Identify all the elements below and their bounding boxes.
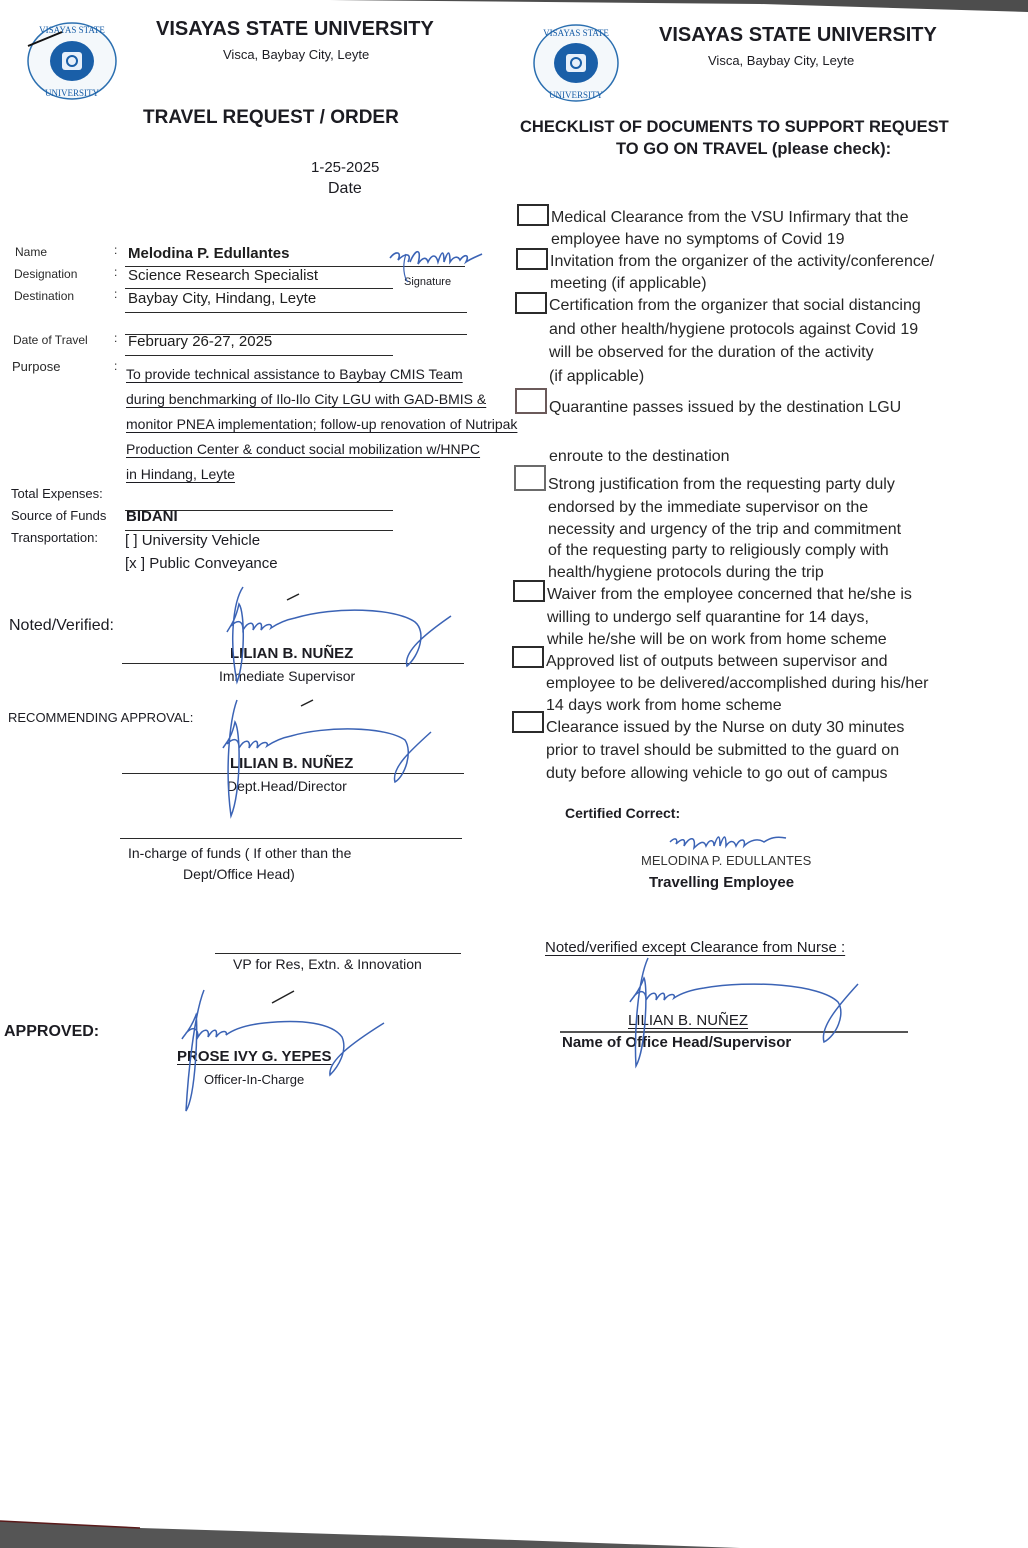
checklist-checkbox[interactable] (514, 465, 546, 491)
checklist-checkbox[interactable] (516, 248, 548, 270)
noted-except-label: Noted/verified except Clearance from Nurse : (545, 939, 846, 956)
transport-option-public-conveyance[interactable] (125, 555, 278, 572)
total-expenses-label: Total Expenses: (11, 486, 103, 501)
checklist-checkbox[interactable] (515, 292, 547, 314)
checklist-item-text: willing to undergo self quarantine for 14 days, (547, 609, 869, 626)
name-value: Melodina P. Edullantes (128, 245, 290, 262)
university-address-left: Visca, Baybay City, Leyte (223, 47, 370, 62)
travelling-employee-role: Travelling Employee (649, 874, 795, 891)
transport-option-label: Public Conveyance (149, 555, 278, 572)
checklist-title-line1: CHECKLIST OF DOCUMENTS TO SUPPORT REQUEST (520, 118, 949, 136)
purpose-line: in Hindang, Leyte (126, 466, 235, 482)
checklist-item-text: and other health/hygiene protocols against Covid 19 (549, 321, 919, 338)
immediate-supervisor-line (122, 663, 464, 664)
checklist-checkbox[interactable] (512, 646, 544, 668)
checklist-item-text: Invitation from the organizer of the activity/conference/ (550, 253, 935, 270)
designation-underline (125, 288, 393, 289)
recommending-approval-label: RECOMMENDING APPROVAL: (8, 710, 194, 725)
checklist-item-text: Medical Clearance from the VSU Infirmary that the (551, 209, 909, 226)
colon: : (114, 331, 118, 345)
request-date-value: 1-25-2025 (311, 159, 380, 176)
request-date-label: Date (328, 180, 362, 197)
svg-text:VISAYAS STATE: VISAYAS STATE (543, 28, 609, 38)
checklist-item-text: endorsed by the immediate supervisor on the (548, 499, 869, 516)
destination-value: Baybay City, Hindang, Leyte (128, 290, 317, 307)
checklist-item-text: health/hygiene protocols during the trip (548, 564, 824, 581)
date-of-travel-value: February 26-27, 2025 (128, 333, 273, 350)
checklist-item-text: Waiver from the employee concerned that he/she is (547, 586, 912, 603)
checklist-item-text: necessity and urgency of the trip and commitment (548, 521, 902, 538)
name-label: Name (15, 245, 48, 259)
checklist-item-text: while he/she will be on work from home scheme (547, 631, 887, 648)
immediate-supervisor-name: LILIAN B. NUÑEZ (230, 645, 354, 662)
colon: : (114, 359, 118, 373)
colon: : (114, 287, 118, 301)
checklist-item-text: prior to travel should be submitted to the guard on (546, 742, 900, 759)
page-shadow-top (0, 0, 1028, 14)
immediate-supervisor-role: Immediate Supervisor (219, 668, 356, 684)
noted-verified-label: Noted/Verified: (9, 617, 114, 634)
checklist-item-text: of the requesting party to religiously comply with (548, 542, 889, 559)
form-title: TRAVEL REQUEST / ORDER (143, 107, 399, 128)
transport-checkbox[interactable]: [x ] (125, 555, 146, 572)
office-head-role: Name of Office Head/Supervisor (562, 1034, 792, 1051)
university-seal-left (24, 16, 120, 102)
office-head-line (560, 1031, 908, 1033)
date-of-travel-label: Date of Travel (13, 333, 88, 347)
checklist-item-text: employee have no symptoms of Covid 19 (551, 231, 845, 248)
checklist-item-text: Clearance issued by the Nurse on duty 30 minutes (546, 719, 905, 736)
transport-option-university-vehicle[interactable] (125, 532, 260, 549)
checklist-item-text: 14 days work from home scheme (546, 697, 782, 714)
dept-head-line (122, 773, 464, 774)
colon: : (114, 265, 118, 279)
designation-label: Designation (14, 267, 78, 281)
designation-value: Science Research Specialist (128, 267, 319, 284)
checklist-item-text: duty before allowing vehicle to go out of campus (546, 765, 888, 782)
university-seal-right (528, 20, 624, 106)
checklist-item-text: Certification from the organizer that social distancing (549, 297, 921, 314)
svg-text:VISAYAS STATE: VISAYAS STATE (39, 25, 105, 35)
university-address-right: Visca, Baybay City, Leyte (708, 53, 855, 68)
travelling-employee-name: MELODINA P. EDULLANTES (641, 853, 812, 868)
dept-head-role: Dept.Head/Director (227, 778, 347, 794)
checklist-item-text: will be observed for the duration of the activity (549, 344, 874, 361)
checklist-checkbox[interactable] (515, 388, 547, 414)
purpose-line: monitor PNEA implementation; follow-up renovation of Nutripak (126, 416, 518, 432)
checklist-checkbox[interactable] (517, 204, 549, 226)
checklist-item-text: Approved list of outputs between supervisor and (546, 653, 888, 670)
checklist-checkbox[interactable] (513, 580, 545, 602)
dept-head-name: LILIAN B. NUÑEZ (230, 755, 354, 772)
university-name-right: VISAYAS STATE UNIVERSITY (659, 24, 937, 46)
source-of-funds-value: BIDANI (126, 508, 178, 525)
funds-incharge-line (120, 838, 462, 839)
vp-role: VP for Res, Extn. & Innovation (233, 956, 422, 972)
purpose-line: To provide technical assistance to Baybay CMIS Team (126, 366, 463, 382)
source-of-funds-label: Source of Funds (11, 508, 107, 523)
checklist-item-text: Strong justification from the requesting party duly (548, 476, 895, 493)
funds-incharge-role-line1: In-charge of funds ( If other than the (128, 845, 352, 861)
office-head-name: LILIAN B. NUÑEZ (628, 1012, 749, 1029)
transportation-label: Transportation: (11, 530, 98, 545)
destination-underline (125, 312, 467, 313)
checklist-item-text: meeting (if applicable) (550, 275, 707, 292)
approver-role: Officer-In-Charge (204, 1072, 305, 1087)
date-of-travel-underline (125, 355, 393, 356)
checklist-item-text: Quarantine passes issued by the destination LGU (549, 399, 902, 416)
university-name-left: VISAYAS STATE UNIVERSITY (156, 18, 434, 40)
transport-option-label: University Vehicle (141, 532, 261, 549)
source-of-funds-underline (125, 530, 393, 531)
svg-text:UNIVERSITY: UNIVERSITY (549, 90, 603, 100)
page-shadow-bottom (0, 1500, 1028, 1548)
approved-label: APPROVED: (4, 1023, 100, 1040)
vp-line (215, 953, 461, 954)
svg-text:UNIVERSITY: UNIVERSITY (45, 88, 99, 98)
checklist-title-line2: TO GO ON TRAVEL (please check): (616, 140, 892, 158)
signature-label: Signature (404, 276, 452, 288)
colon: : (114, 243, 118, 257)
purpose-line: during benchmarking of Ilo-Ilo City LGU with GAD-BMIS & (126, 391, 487, 407)
checklist-item-text: (if applicable) (549, 368, 645, 385)
approver-name: PROSE IVY G. YEPES (177, 1048, 332, 1065)
checklist-item-text: employee to be delivered/accomplished during his/her (546, 675, 929, 692)
purpose-line: Production Center & conduct social mobilization w/HNPC (126, 441, 481, 457)
checklist-checkbox[interactable] (512, 711, 544, 733)
purpose-label: Purpose (12, 359, 61, 374)
transport-checkbox[interactable]: [ ] (125, 532, 138, 549)
certified-correct-label: Certified Correct: (565, 805, 681, 821)
checklist-item-text: enroute to the destination (549, 448, 730, 465)
funds-incharge-role-line2: Dept/Office Head) (183, 866, 295, 882)
destination-label: Destination (14, 289, 75, 303)
